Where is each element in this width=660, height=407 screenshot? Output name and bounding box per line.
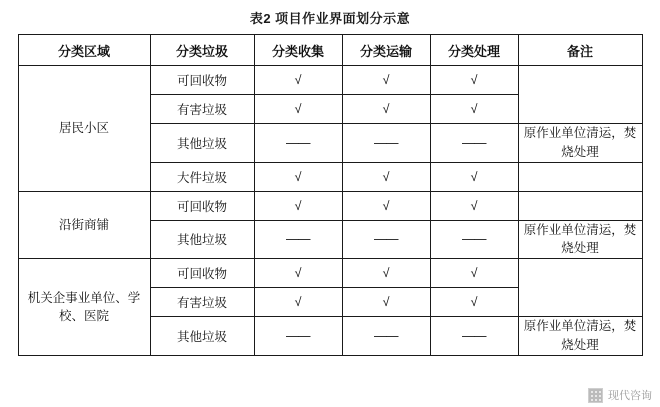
collect-cell: √ [254,66,342,95]
collect-cell: —— [254,220,342,259]
process-cell: √ [430,288,518,317]
process-cell: √ [430,162,518,191]
table-caption: 表2 项目作业界面划分示意 [249,11,411,26]
collect-cell: √ [254,162,342,191]
area-cell-street-shops: 沿街商铺 [18,191,150,259]
waste-type-cell: 其他垃圾 [150,317,254,356]
transport-cell: —— [342,124,430,163]
note-cell: 原作业单位清运，焚烧处理 [518,124,642,163]
collect-cell: √ [254,259,342,288]
waste-type-cell: 可回收物 [150,191,254,220]
process-cell: —— [430,220,518,259]
process-cell: —— [430,124,518,163]
process-cell: √ [430,191,518,220]
watermark-label: 现代咨询 [608,390,652,402]
note-cell [518,66,642,124]
work-interface-table [18,34,643,356]
waste-type-cell: 可回收物 [150,66,254,95]
note-cell: 原作业单位清运，焚烧处理 [518,317,642,356]
process-cell: √ [430,259,518,288]
column-header-area: 分类区域 [18,35,150,66]
column-header-collect: 分类收集 [254,35,342,66]
table-row [18,191,642,220]
transport-cell: √ [342,288,430,317]
transport-cell: √ [342,259,430,288]
transport-cell: √ [342,95,430,124]
waste-type-cell: 大件垃圾 [150,162,254,191]
column-header-process: 分类处理 [430,35,518,66]
collect-cell: √ [254,288,342,317]
waste-type-cell: 有害垃圾 [150,95,254,124]
note-cell [518,259,642,317]
note-cell [518,191,642,220]
table-row [18,66,642,95]
area-cell-residential: 居民小区 [18,66,150,192]
table-body [18,66,642,356]
waste-type-cell: 其他垃圾 [150,220,254,259]
waste-type-cell: 可回收物 [150,259,254,288]
area-cell-institutions: 机关企事业单位、学校、医院 [18,259,150,356]
process-cell: —— [430,317,518,356]
column-header-waste-type: 分类垃圾 [150,35,254,66]
collect-cell: √ [254,191,342,220]
waste-type-cell: 其他垃圾 [150,124,254,163]
transport-cell: —— [342,317,430,356]
process-cell: √ [430,66,518,95]
waste-type-cell: 有害垃圾 [150,288,254,317]
collect-cell: —— [254,317,342,356]
transport-cell: √ [342,162,430,191]
collect-cell: √ [254,95,342,124]
table-row [18,259,642,288]
note-cell [518,162,642,191]
transport-cell: √ [342,66,430,95]
transport-cell: √ [342,191,430,220]
process-cell: √ [430,95,518,124]
watermark [588,387,652,403]
transport-cell: —— [342,220,430,259]
column-header-note: 备注 [518,35,642,66]
table-header-row [18,35,642,66]
column-header-transport: 分类运输 [342,35,430,66]
qr-code-icon [588,388,603,403]
note-cell: 原作业单位清运，焚烧处理 [518,220,642,259]
collect-cell: —— [254,124,342,163]
table-header [18,35,642,66]
